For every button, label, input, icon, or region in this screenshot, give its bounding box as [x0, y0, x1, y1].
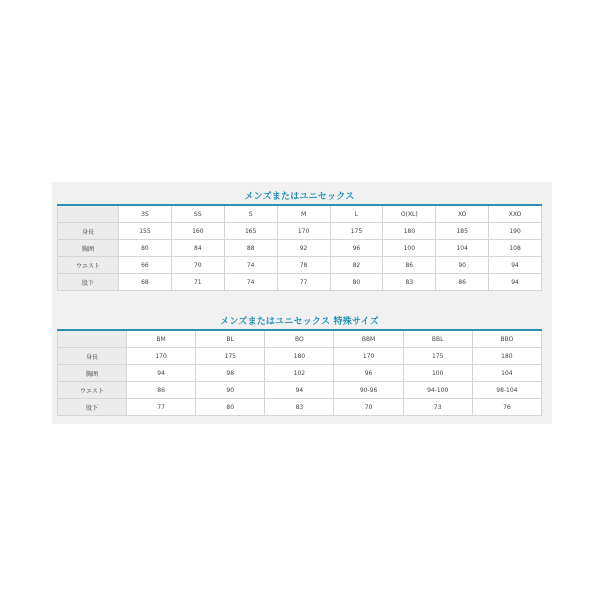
column-header: XXO [489, 205, 542, 223]
size-table-regular [57, 191, 542, 291]
row-label: ウエスト [58, 382, 127, 399]
table-cell: 73 [403, 399, 472, 416]
table-cell: 175 [196, 348, 265, 365]
row-label: 胸囲 [58, 240, 119, 257]
table-cell: 83 [265, 399, 334, 416]
table-title: メンズまたはユニセックス 特殊サイズ [220, 317, 379, 327]
table-cell: 180 [265, 348, 334, 365]
table-row [58, 274, 542, 291]
table-cell: 86 [127, 382, 196, 399]
table-cell: 92 [277, 240, 330, 257]
table-row [58, 365, 542, 382]
table-cell: 83 [383, 274, 436, 291]
table-cell: 165 [224, 223, 277, 240]
table-cell: 100 [403, 365, 472, 382]
table-cell: 84 [171, 240, 224, 257]
table-row [58, 240, 542, 257]
table-cell: 70 [334, 399, 403, 416]
column-header: M [277, 205, 330, 223]
table-title: メンズまたはユニセックス [244, 192, 355, 202]
corner-cell [58, 330, 127, 348]
column-header: XO [436, 205, 489, 223]
table-row [58, 223, 542, 240]
corner-cell [58, 205, 119, 223]
table-cell: 98-104 [472, 382, 541, 399]
table-cell: 180 [383, 223, 436, 240]
table-cell: 180 [472, 348, 541, 365]
table-cell: 90-96 [334, 382, 403, 399]
table-cell: 88 [224, 240, 277, 257]
column-header: S [224, 205, 277, 223]
table-row [58, 382, 542, 399]
table-row [58, 257, 542, 274]
table-cell: 90 [196, 382, 265, 399]
header-row [58, 330, 542, 348]
table-cell: 170 [127, 348, 196, 365]
table-cell: 170 [334, 348, 403, 365]
column-header: BM [127, 330, 196, 348]
table-cell: 94-100 [403, 382, 472, 399]
table-cell: 94 [127, 365, 196, 382]
row-label: 胸囲 [58, 365, 127, 382]
table-cell: 74 [224, 257, 277, 274]
table-cell: 86 [436, 274, 489, 291]
table-cell: 86 [383, 257, 436, 274]
table-cell: 80 [119, 240, 172, 257]
table-cell: 98 [196, 365, 265, 382]
table-cell: 104 [472, 365, 541, 382]
table-cell: 80 [330, 274, 383, 291]
size-table [57, 204, 542, 291]
table-cell: 94 [265, 382, 334, 399]
column-header: BBO [472, 330, 541, 348]
row-label: 身長 [58, 223, 119, 240]
column-header: O(XL) [383, 205, 436, 223]
table-cell: 102 [265, 365, 334, 382]
column-header: BBL [403, 330, 472, 348]
column-header: BL [196, 330, 265, 348]
column-header: 3S [119, 205, 172, 223]
table-cell: 70 [171, 257, 224, 274]
table-cell: 155 [119, 223, 172, 240]
table-cell: 94 [489, 274, 542, 291]
table-cell: 78 [277, 257, 330, 274]
table-cell: 175 [330, 223, 383, 240]
table-cell: 96 [334, 365, 403, 382]
column-header: SS [171, 205, 224, 223]
header-row [58, 205, 542, 223]
table-cell: 77 [277, 274, 330, 291]
column-header: BBM [334, 330, 403, 348]
table-cell: 90 [436, 257, 489, 274]
table-cell: 104 [436, 240, 489, 257]
table-cell: 68 [119, 274, 172, 291]
row-label: 股下 [58, 274, 119, 291]
table-row [58, 399, 542, 416]
size-table-special [57, 316, 542, 416]
table-cell: 185 [436, 223, 489, 240]
table-cell: 77 [127, 399, 196, 416]
table-cell: 175 [403, 348, 472, 365]
column-header: BO [265, 330, 334, 348]
table-cell: 108 [489, 240, 542, 257]
table-cell: 66 [119, 257, 172, 274]
table-cell: 76 [472, 399, 541, 416]
row-label: 身長 [58, 348, 127, 365]
table-cell: 71 [171, 274, 224, 291]
table-cell: 190 [489, 223, 542, 240]
table-cell: 82 [330, 257, 383, 274]
table-cell: 100 [383, 240, 436, 257]
table-cell: 80 [196, 399, 265, 416]
table-cell: 74 [224, 274, 277, 291]
table-cell: 160 [171, 223, 224, 240]
table-row [58, 348, 542, 365]
column-header: L [330, 205, 383, 223]
size-table [57, 329, 542, 416]
row-label: 股下 [58, 399, 127, 416]
table-cell: 170 [277, 223, 330, 240]
table-cell: 94 [489, 257, 542, 274]
row-label: ウエスト [58, 257, 119, 274]
table-cell: 96 [330, 240, 383, 257]
